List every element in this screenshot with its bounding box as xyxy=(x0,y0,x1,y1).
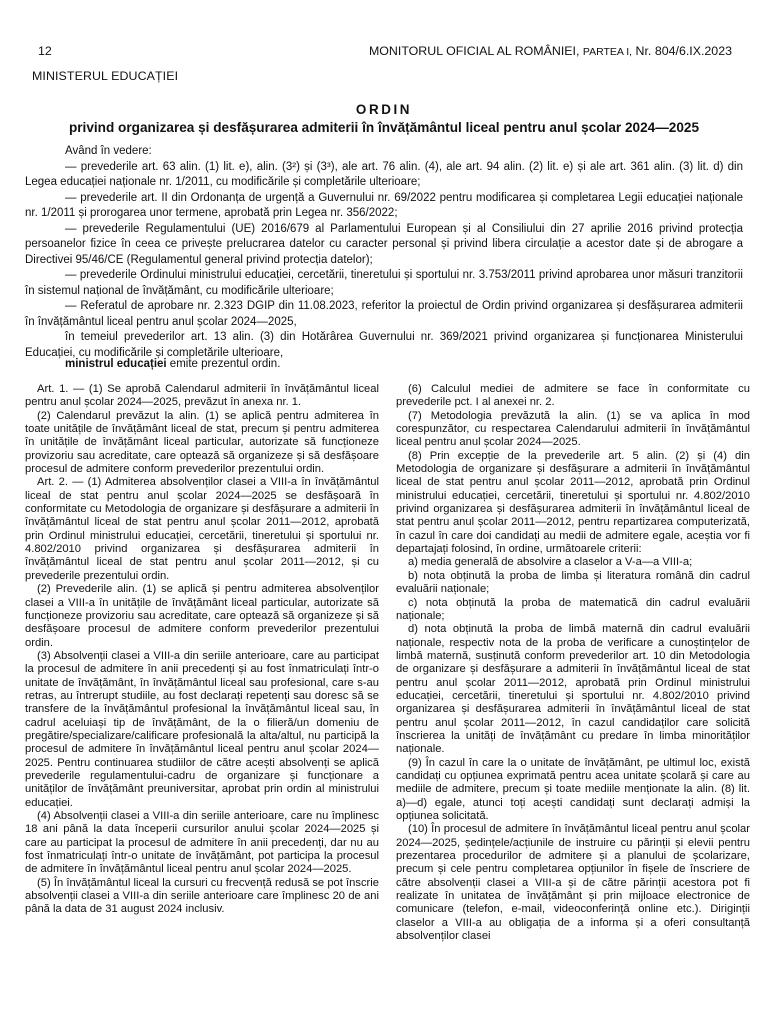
preamble-paragraph: — prevederile art. 63 alin. (1) lit. e), alin. (3²) și (3³), ale art. 76 alin. (4), ale art. 94 alin. (2) lit. e) și ale art. 361 alin. (3) lit. d) din Legea educației naționale nr. 1/2011, cu modificările și completările ulterioare; xyxy=(25,160,743,188)
article-paragraph: (8) Prin excepție de la prevederile art. 5 alin. (2) și (4) din Metodologia de organizare și desfășurare a admiterii în învățământul liceal de stat pentru anul școlar 2011—2012, aprobată prin Ordinul ministrului educației, cercetării, tineretului și sportului nr. 4.802/2010 privind organizarea și desfășurarea admiterii în învățământul liceal de stat pentru anul școlar 2011—2012, pentru repartizarea computerizată, în cazul în care doi candidați au medii de admitere egale, aceștia vor fi departajați folosind, în ordine, următoarele criterii: xyxy=(396,449,750,556)
article-paragraph: a) media generală de absolvire a claselor a V-a—a VIII-a; xyxy=(408,556,693,569)
issuing-ministry: MINISTERUL EDUCAȚIEI xyxy=(32,69,179,83)
article-paragraph: (7) Metodologia prevăzută la alin. (1) se va aplica în mod corespunzător, cu respectarea Calendarului admiterii în învățământul liceal pentru anul școlar 2024—2025. xyxy=(396,409,750,449)
preamble-paragraph: în temeiul prevederilor art. 13 alin. (3) din Hotărârea Guvernului nr. 369/2021 privind organizarea și funcționarea Ministerului Educației, cu modificările și completările ulterioare, xyxy=(25,331,743,359)
article-paragraph: (9) În cazul în care la o unitate de învățământ, pe ultimul loc, există candidați cu opțiunea exprimată pentru acea unitate școlară și care au mediile de admitere, precum și toate mediile menționate la alin. (8) lit. a)—d) egale, atunci toți acești candidați sunt declarați admiși la opțiunea solicitată. xyxy=(396,756,750,822)
publication-main: MONITORUL OFICIAL AL ROMÂNIEI, xyxy=(368,44,580,58)
article-paragraph: (10) În procesul de admitere în învățământul liceal pentru anul școlar 2024—2025, ședințele/acțiunile de instruire cu părinții și elevii pentru prezentarea procedurilor de admitere și a planului de școlarizare, precum și cele pentru completarea opțiunilor în fișele de înscriere de către absolvenții clasei a VIII-a și de către părinții acestora pot fi realizate în unitatea de învățământ și prin mijloace electronice de comunicare (telefon, e-mail, videoconferință online etc.). Diriginții claselor a VIII-a au obligația de a informa și a oferi consultanță absolvenților clasei xyxy=(396,823,750,943)
issuer-line xyxy=(65,358,280,370)
publication-part: PARTEA I, xyxy=(582,46,633,58)
document-subtitle: privind organizarea și desfășurarea admiterii în învățământul liceal pentru anul școlar 2024—2025 xyxy=(68,120,700,135)
article-paragraph: d) nota obținută la proba de limbă maternă din cadrul evaluării naționale, respectiv nota de la proba de verificare a cunoștințelor de limbă maternă, susținută conform prevederilor art. 10 din Metodologia de organizare și desfășurare a admiterii în învățământul liceal de stat pentru anul școlar 2011—2012, aprobată prin Ordinul ministrului educației, cercetării, tineretului și sportului nr. 4.802/2010 privind organizarea și desfășurarea admiterii în învățământul liceal de stat pentru anul școlar 2011—2012, în cazul candidaților care solicită înscrierea la unități de învățământ cu predare în limba minorităților naționale. xyxy=(396,623,750,756)
article-paragraph: b) nota obținută la proba de limba și literatura română din cadrul evaluării naționale; xyxy=(396,569,750,596)
preamble-paragraph: Având în vedere: xyxy=(65,145,152,157)
preamble-paragraph: — Referatul de aprobare nr. 2.323 DGIP din 11.08.2023, referitor la proiectul de Ordin privind organizarea și desfășurarea admiterii în învățământul liceal pentru anul școlar 2024—2025, xyxy=(25,300,743,328)
issuer-statement: emite prezentul ordin. xyxy=(166,358,281,370)
publication-title xyxy=(369,44,732,58)
article-paragraph: (6) Calculul mediei de admitere se face în conformitate cu prevederile pct. I al anexei nr. 2. xyxy=(396,383,750,409)
article-paragraph: Art. 2. — (1) Admiterea absolvenților clasei a VIII-a în învățământul liceal de stat pentru anul școlar 2024—2025 se desfășoară în conformitate cu Metodologia de organizare și desfășurare a admiterii în învățământul liceal de stat pentru anul școlar 2011—2012, aprobată prin Ordinul ministrului educației, cercetării, tineretului și sportului nr. 4.802/2010 privind organizarea și desfășurarea admiterii în învățământul liceal de stat pentru anul școlar 2011—2012, și cu prevederile prezentului ordin. xyxy=(25,476,379,582)
article-paragraph: (2) Calendarul prevăzut la alin. (1) se aplică pentru admiterea în toate unitățile de învățământ liceal de stat, precum și pentru admiterea în unitățile de învățământ liceal particular, autorizate să funcționeze provizoriu sau acreditate, care optează să organizeze și să desfășoare procesul de admitere conform prevederilor prezentului ordin. xyxy=(25,409,379,476)
publication-issue: Nr. 804/6.IX.2023 xyxy=(635,44,732,58)
page-header xyxy=(38,44,732,60)
article-paragraph: (4) Absolvenții clasei a VIII-a din seriile anterioare, care nu împlinesc 18 ani până la data începerii cursurilor anului școlar 2024—2025 și care au participat la procesul de admitere în anii precedenți, dar nu au fost înmatriculați într-o unitate de învățământ, pot participa la procesul de admitere în învățământul liceal pentru anul școlar 2024—2025. xyxy=(25,810,379,876)
right-column xyxy=(396,383,750,943)
preamble xyxy=(25,144,743,361)
preamble-paragraph: — prevederile art. II din Ordonanța de urgență a Guvernului nr. 69/2022 pentru modificarea și completarea Legii educației naționale nr. 1/2011 și prorogarea unor termene, aprobată prin Legea nr. 356/2022; xyxy=(25,191,743,219)
article-paragraph: c) nota obținută la proba de matematică din cadrul evaluării naționale; xyxy=(396,596,750,622)
article-paragraph: (3) Absolvenții clasei a VIII-a din seriile anterioare, care au participat la procesul de admitere în anii precedenți și au fost înmatriculați într-o unitate de învățământ, în învățământul liceal sau profesional, care s-au retras, au întrerupt studiile, au fost declarați repetenți sau doresc să se transfere de la învățământul profesional la învățământul liceal sau, în cadrul aceluiași tip de învățământ, de la o filieră/un domeniu de pregătire/specializare/calificare profesională la alta/altul, nu participă la procesul de admitere în învățământul liceal pentru anul școlar 2024—2025. Pentru continuarea studiilor de către acești absolvenți se aplică prevederile regulamentului-cadru de organizare și funcționare a unităților de învățământ preuniversitar, aprobat prin ordin al ministrului educației. xyxy=(25,649,379,809)
preamble-paragraph: — prevederile Ordinului ministrului educației, cercetării, tineretului și sportului nr. 3.753/2011 privind aprobarea unor măsuri tranzitorii în sistemul național de învățământ, cu modificările ulterioare; xyxy=(25,269,743,297)
article-paragraph: (2) Prevederile alin. (1) se aplică și pentru admiterea absolvenților clasei a VIII-a în unitățile de învățământ liceal particular, autorizate să funcționeze provizoriu sau acreditate, care optează să organizeze și să desfășoare procesul de admitere conform prevederilor prezentului ordin. xyxy=(25,583,379,649)
left-column xyxy=(25,383,379,917)
preamble-paragraph: — prevederile Regulamentului (UE) 2016/679 al Parlamentului European și al Consiliului din 27 aprilie 2016 privind protecția persoanelor fizice în ceea ce privește prelucrarea datelor cu caracter personal și privind libera circulație a acestor date și de abrogare a Directivei 95/46/CE (Regulamentul general privind protecția datelor); xyxy=(25,222,743,266)
issuer-name: ministrul educației xyxy=(65,358,167,370)
article-paragraph: (5) În învățământul liceal la cursuri cu frecvență redusă se pot înscrie absolvenții clasei a VIII-a din seriile anterioare care împlinesc 20 de ani până la data de 31 august 2024 inclusiv. xyxy=(25,876,379,916)
page-number: 12 xyxy=(38,44,52,58)
article-paragraph: Art. 1. — (1) Se aprobă Calendarul admiterii în învățământul liceal pentru anul școlar 2024—2025, prevăzut în anexa nr. 1. xyxy=(25,383,379,409)
document-title: ORDIN xyxy=(355,102,413,117)
